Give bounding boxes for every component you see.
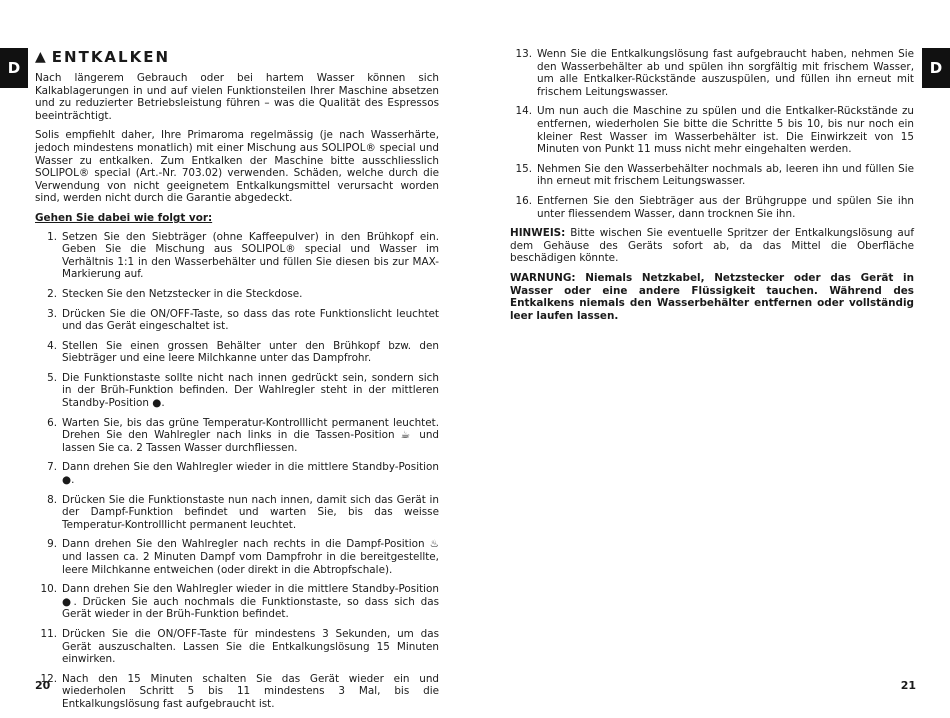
list-item (510, 195, 914, 220)
step-number: 14. (515, 105, 532, 118)
intro-paragraph-1: Nach längerem Gebrauch oder bei hartem Wasser können sich Kalkablagerungen in und auf vielen Funktionsteilen Ihrer Maschine absetzen und zu reduzierter Betriebsleistung führen – was die Qualität des Espressos beeinträchtigt. (35, 72, 439, 122)
list-item (35, 494, 439, 532)
list-item (35, 628, 439, 666)
step-number: 13. (515, 48, 532, 60)
step-number: 4. (47, 339, 57, 352)
page-number-right: 21 (900, 679, 916, 692)
step-text: Dann drehen Sie den Wahlregler wieder in die mittlere Standby-Position ●. Drücken Sie auch nochmals die Funktionstaste, so dass sich das Gerät wieder in der Brüh-Funktion befindet. (62, 583, 439, 621)
step-text: Dann drehen Sie den Wahlregler wieder in die mittlere Standby-Position ●. (62, 461, 439, 487)
step-number: 6. (47, 416, 57, 429)
left-page (35, 48, 439, 718)
list-item (35, 417, 439, 455)
step-text: Entfernen Sie den Siebträger aus der Brühgruppe und spülen Sie ihn unter fliessendem Wasser, dann trocknen Sie ihn. (537, 194, 914, 220)
steps-subheading: Gehen Sie dabei wie folgt vor: (35, 211, 213, 224)
list-item (35, 308, 439, 333)
list-item (35, 372, 439, 410)
step-text: Die Funktionstaste sollte nicht nach innen gedrückt sein, sondern sich in der Brüh-Funktion befinden. Der Wahlregler steht in der mittleren Standby-Position ●. (62, 371, 439, 410)
step-text: Warten Sie, bis das grüne Temperatur-Kontrolllicht permanent leuchtet. Drehen Sie den Wahlregler nach links in die Tassen-Position ☕ und lassen Sie ca. 2 Tassen Wasser durchfliessen. (62, 416, 439, 454)
step-number: 3. (47, 307, 57, 320)
step-text: Dann drehen Sie den Wahlregler nach rechts in die Dampf-Position ♨ und lassen ca. 2 Minuten Dampf vom Dampfrohr in die bereitgestellte, leere Milchkanne entweichen (oder direkt in die Abtropfschale). (62, 538, 439, 576)
hinweis-label: HINWEIS: (510, 227, 566, 240)
step-text: Drücken Sie die ON/OFF-Taste, so dass das rote Funktionslicht leuchtet und das Gerät eingeschaltet ist. (62, 307, 439, 333)
warnung-note: WARNUNG: Niemals Netzkabel, Netzstecker oder das Gerät in Wasser oder eine andere Flüssigkeit tauchen. Während des Entkalkens niemals den Wasserbehälter entfernen oder vollständig leer laufen lassen. (510, 271, 914, 322)
list-item (510, 105, 914, 155)
step-text: Setzen Sie den Siebträger (ohne Kaffeepulver) in den Brühkopf ein. Geben Sie die Mischung aus SOLIPOL® special und Wasser im Verhältnis 1:1 in den Wasserbehälter und füllen Sie diesen bis zur MAX-Markierung auf. (62, 230, 439, 281)
step-text: Nehmen Sie den Wasserbehälter nochmals ab, leeren ihn und füllen Sie ihn erneut mit frischem Leitungswasser. (537, 162, 914, 188)
step-number: 16. (515, 194, 532, 207)
step-number: 8. (47, 493, 57, 506)
list-item (510, 48, 914, 98)
list-item (35, 340, 439, 365)
step-text: Wenn Sie die Entkalkungslösung fast aufgebraucht haben, nehmen Sie den Wasserbehälter ab und spülen ihn sorgfältig mit frischem Wasser, um alle Entkalker-Rückstände auszuspülen, und füllen ihn erneut mit frischem Leitungswasser. (537, 48, 914, 98)
list-item (35, 673, 439, 711)
hinweis-text: Bitte wischen Sie eventuelle Spritzer der Entkalkungslösung auf dem Gehäuse des Geräts sofort ab, da das Mittel die Oberfläche beschädigen könnte. (510, 227, 914, 265)
list-item (510, 163, 914, 188)
step-number: 2. (47, 287, 57, 300)
steps-list-right (510, 48, 914, 220)
step-number: 12. (40, 672, 57, 685)
section-title (35, 48, 439, 66)
right-page (510, 48, 914, 329)
step-text: Stellen Sie einen grossen Behälter unter den Brühkopf bzw. den Siebträger und eine leere Milchkanne unter das Dampfrohr. (62, 339, 439, 365)
list-item (35, 461, 439, 486)
step-number: 5. (47, 371, 57, 384)
hinweis-note (510, 227, 914, 265)
list-item (35, 538, 439, 576)
triangle-icon: ▲ (35, 49, 46, 65)
list-item (35, 231, 439, 281)
list-item (35, 288, 439, 301)
step-text: Um nun auch die Maschine zu spülen und die Entkalker-Rückstände zu entfernen, wiederholen Sie bitte die Schritte 5 bis 10, bis nur noch ein kleiner Rest Wasser im Wasserbehälter ist. Die Einwirkzeit von 15 Minuten von Punkt 11 muss nicht mehr eingehalten werden. (537, 105, 914, 156)
list-item (35, 583, 439, 621)
page-number-left: 20 (35, 679, 51, 692)
step-text: Drücken Sie die Funktionstaste nun nach innen, damit sich das Gerät in der Dampf-Funktion befindet und warten Sie, bis das weisse Temperatur-Kontrolllicht permanent leuchtet. (62, 493, 439, 531)
step-text: Drücken Sie die ON/OFF-Taste für mindestens 3 Sekunden, um das Gerät auszuschalten. Lassen Sie die Entkalkungslösung 15 Minuten einwirken. (62, 627, 439, 666)
step-text: Stecken Sie den Netzstecker in die Steckdose. (62, 287, 303, 300)
step-number: 10. (40, 583, 57, 596)
step-number: 15. (515, 162, 532, 175)
section-title-text: ENTKALKEN (51, 48, 171, 66)
step-number: 7. (47, 461, 57, 474)
steps-list-left (35, 231, 439, 711)
language-tab-right: D (922, 48, 950, 88)
step-number: 1. (47, 230, 57, 243)
step-text: Nach den 15 Minuten schalten Sie das Gerät wieder ein und wiederholen Schritt 5 bis 11 mindestens 3 Mal, bis die Entkalkungslösung fast aufgebraucht ist. (62, 672, 439, 710)
language-tab-left: D (0, 48, 28, 88)
step-number: 9. (47, 538, 57, 551)
step-number: 11. (40, 627, 57, 640)
intro-paragraph-2: Solis empfiehlt daher, Ihre Primaroma regelmässig (je nach Wasserhärte, jedoch mindestens monatlich) mit einer Mischung aus SOLIPOL® special und Wasser zu entkalken. Zum Entkalken der Maschine bitte ausschliesslich SOLIPOL® special (Art.-Nr. 703.02) verwenden. Schäden, welche durch die Verwendung von nicht geeignetem Entkalkungsmittel verursacht worden sind, werden nicht durch die Garantie abgedeckt. (35, 129, 439, 205)
